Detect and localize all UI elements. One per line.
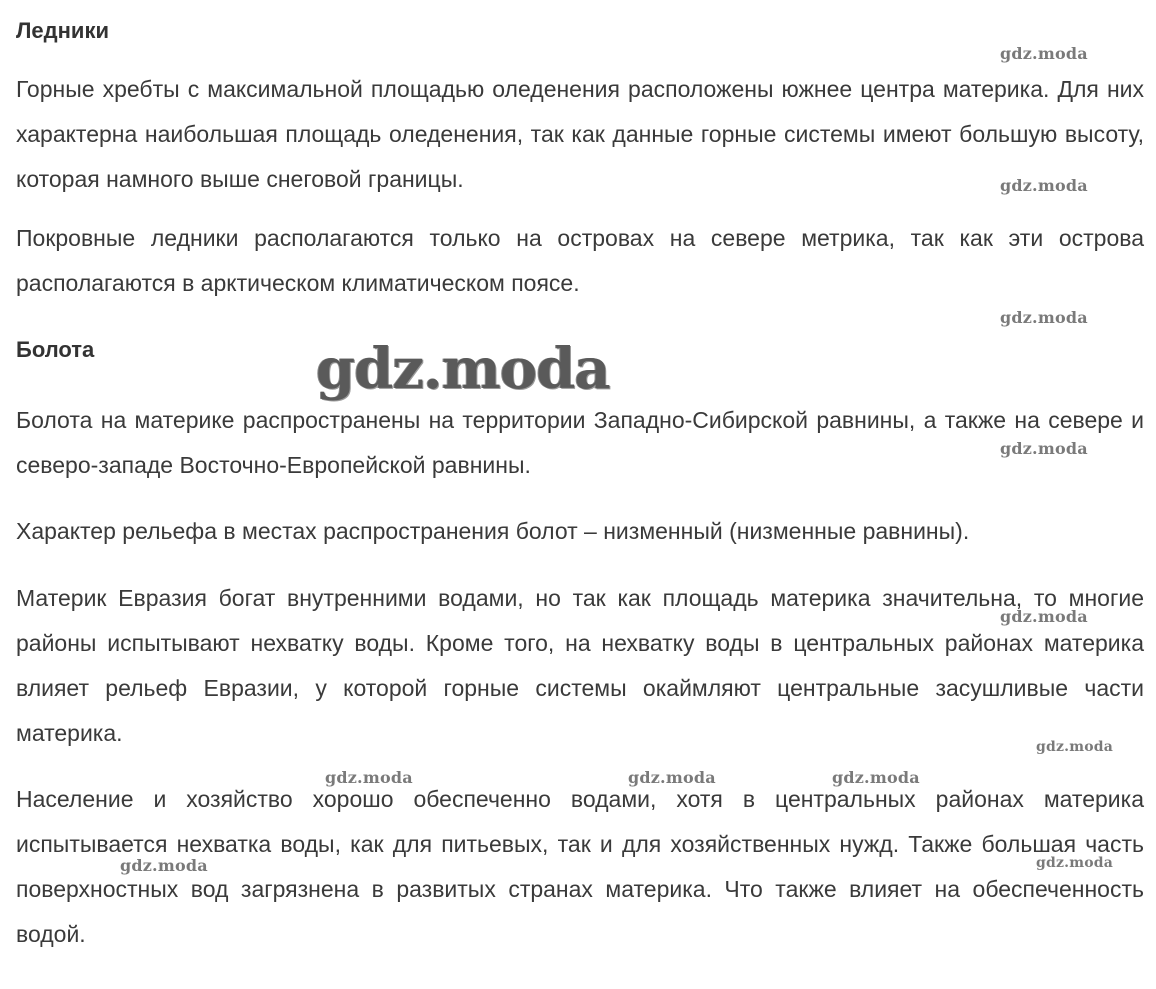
- paragraph-water-supply: Население и хозяйство хорошо обеспеченно водами, хотя в центральных районах материка испытывается нехватка воды, как для питьевых, так и для хозяйственных нужд. Также большая часть поверхностных вод загрязнена в развитых странах материка. Что также влияет на обеспеченность водой.: [16, 786, 1144, 947]
- watermark: gdz.moda: [1000, 308, 1088, 327]
- paragraph-ice-sheets: Покровные ледники располагаются только на островах на севере метрика, так как эти острова располагаются в арктическом климатическом поясе.: [16, 225, 1144, 296]
- watermark: gdz.moda: [1036, 855, 1114, 871]
- section-heading-glaciers: Ледники: [16, 18, 109, 43]
- paragraph-mountain-glaciers: Горные хребты с максимальной площадью оледенения расположены южнее центра материка. Для них характерна наибольшая площадь оледенения, так как данные горные системы имеют большую высоту, которая намного выше снеговой границы.: [16, 76, 1144, 192]
- paragraph-swamps-distribution: Болота на материке распространены на территории Западно-Сибирской равнины, а также на севере и северо-западе Восточно-Европейской равнины.: [16, 407, 1144, 478]
- watermark: gdz.moda: [1036, 739, 1114, 755]
- watermark: gdz.moda: [1000, 439, 1088, 458]
- paragraph-inland-waters: Материк Евразия богат внутренними водами, но так как площадь материка значительна, то многие районы испытывают нехватку воды. Кроме того, на нехватку воды в центральных районах материка влияет рельеф Евразии, у которой горные системы окаймляют центральные засушливые части материка.: [16, 585, 1144, 746]
- watermark-large: gdz.moda: [316, 336, 610, 402]
- watermark: gdz.moda: [1000, 44, 1088, 63]
- paragraph-relief-character: Характер рельефа в местах распространения болот – низменный (низменные равнины).: [16, 518, 970, 544]
- watermark: gdz.moda: [1000, 176, 1088, 195]
- watermark: gdz.moda: [325, 768, 413, 787]
- watermark: gdz.moda: [1000, 607, 1088, 626]
- watermark: gdz.moda: [832, 768, 920, 787]
- watermark: gdz.moda: [628, 768, 716, 787]
- watermark: gdz.moda: [120, 856, 208, 875]
- section-heading-swamps: Болота: [16, 337, 95, 362]
